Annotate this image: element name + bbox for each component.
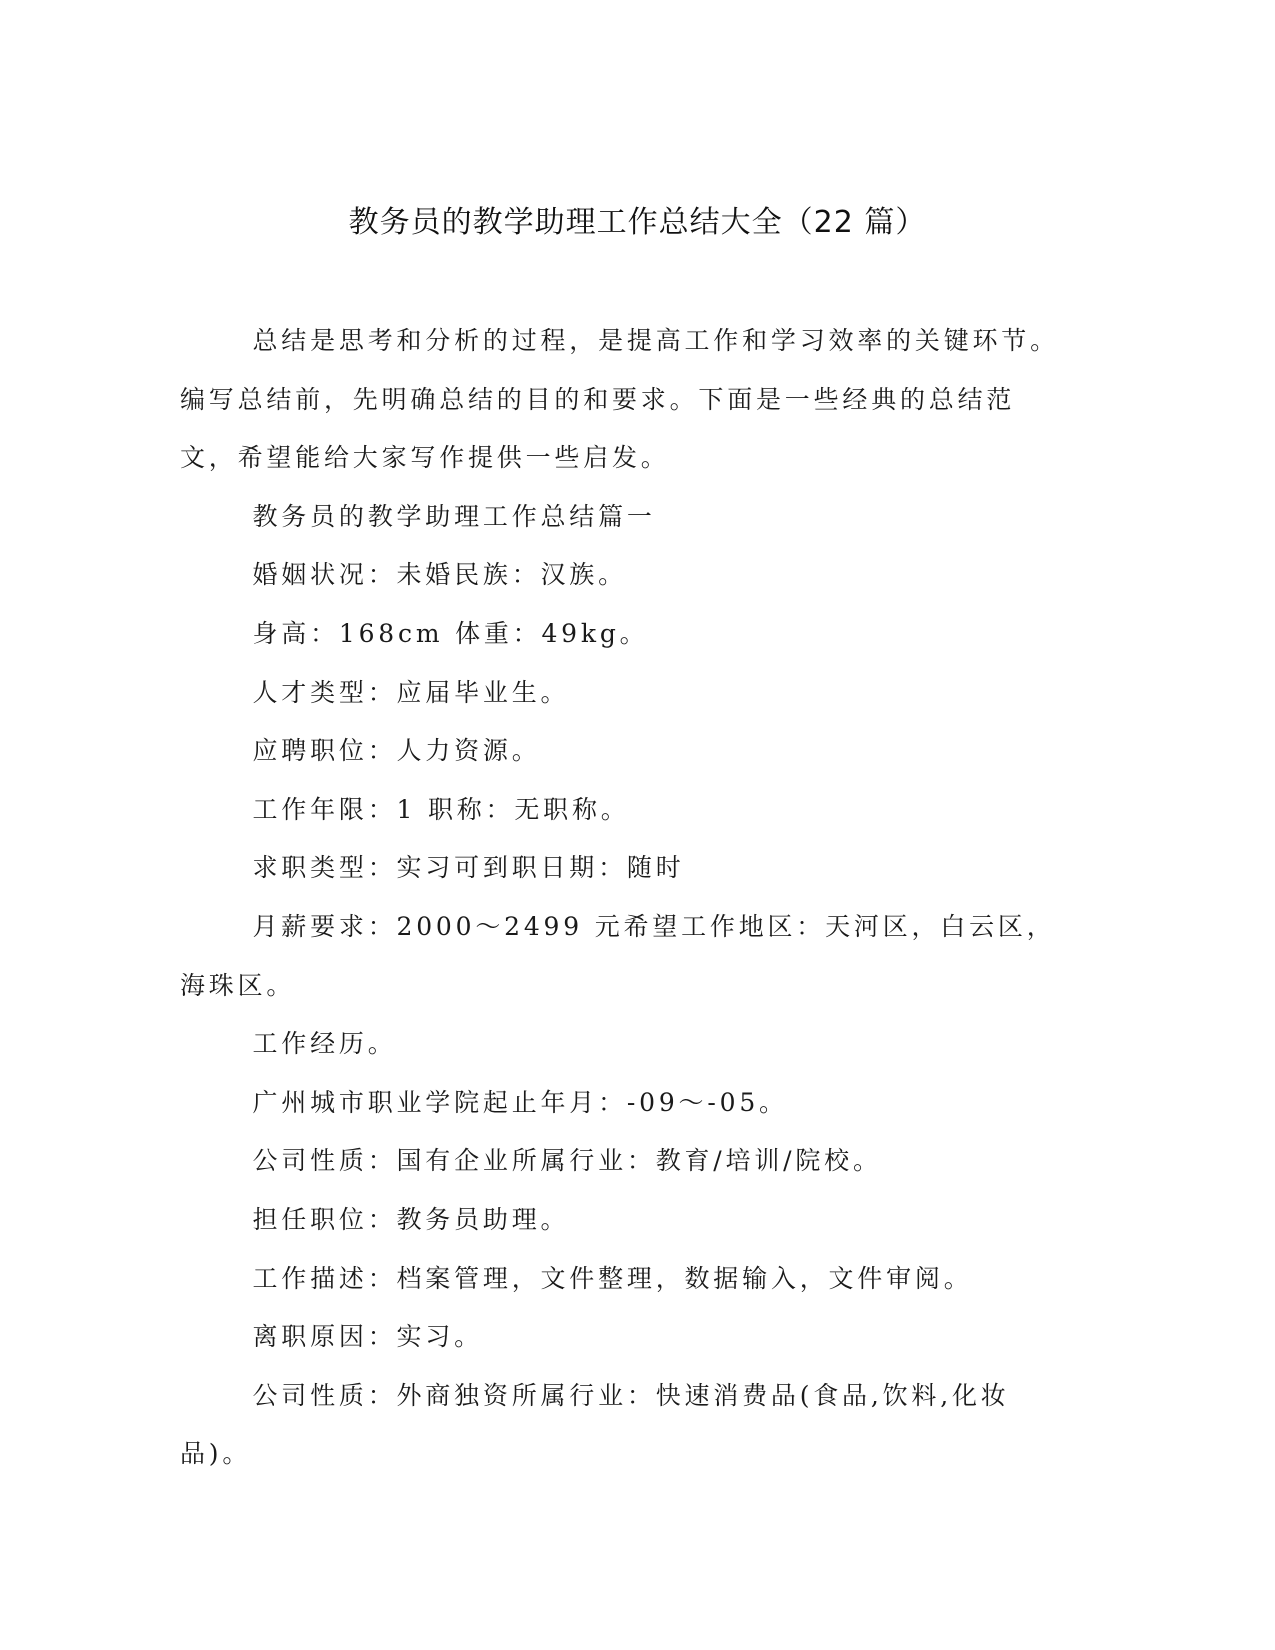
salary-line: 月薪要求：2000～2499 元希望工作地区：天河区，白云区，海珠区。	[180, 911, 1056, 1000]
talent-type-line: 人才类型：应届毕业生。	[252, 677, 570, 707]
document-body	[180, 312, 1060, 1484]
work-years-line: 工作年限：1 职称：无职称。	[252, 794, 630, 824]
intro-paragraph: 总结是思考和分析的过程，是提高工作和学习效率的关键环节。编写总结前，先明确总结的目的和要求。下面是一些经典的总结范文，希望能给大家写作提供一些启发。	[180, 326, 1059, 473]
height-weight-line: 身高：168cm 体重：49kg。	[252, 618, 649, 648]
employer-line: 广州城市职业学院起止年月：-09～-05。	[252, 1087, 788, 1117]
marital-status-line: 婚姻状况：未婚民族：汉族。	[252, 560, 627, 590]
applied-position-line: 应聘职位：人力资源。	[252, 736, 541, 766]
work-experience-heading: 工作经历。	[252, 1029, 397, 1059]
leaving-reason-line: 离职原因：实习。	[252, 1322, 483, 1352]
job-description-line: 工作描述：档案管理，文件整理，数据输入，文件审阅。	[252, 1263, 973, 1293]
position-line: 担任职位：教务员助理。	[252, 1204, 570, 1234]
company-nature-line-2: 公司性质：外商独资所属行业：快速消费品(食品,饮料,化妆品)。	[180, 1380, 1010, 1469]
job-type-line: 求职类型：实习可到职日期：随时	[252, 853, 685, 883]
section-heading: 教务员的教学助理工作总结篇一	[252, 501, 656, 531]
company-nature-line: 公司性质：国有企业所属行业：教育/培训/院校。	[252, 1146, 882, 1176]
document-title: 教务员的教学助理工作总结大全（22 篇）	[348, 205, 927, 240]
